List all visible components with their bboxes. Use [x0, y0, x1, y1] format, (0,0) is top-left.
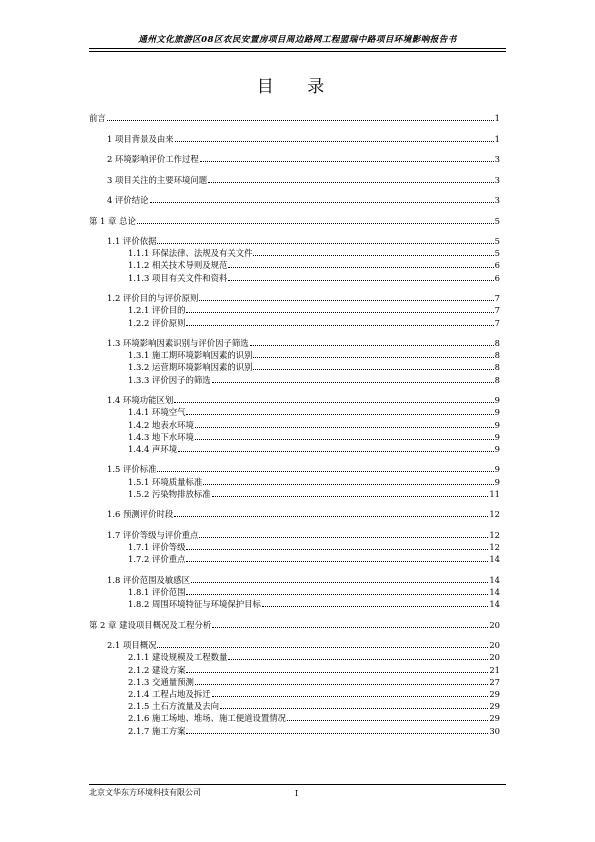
- toc-entry[interactable]: [128, 489, 500, 499]
- toc-entry-page: 14: [489, 554, 500, 565]
- toc-entry-page: 1: [494, 133, 500, 144]
- toc-entry[interactable]: [128, 350, 500, 360]
- toc-entry-text: 2.1.6 施工场地、堆场、施工便道设置情况: [128, 713, 286, 724]
- toc-entry[interactable]: [128, 260, 500, 270]
- toc-entry-text: 2.1.4 工程占地及拆迁: [128, 688, 211, 699]
- toc-entry-text: 1.7 评价等级与评价重点: [107, 529, 199, 540]
- toc-entry[interactable]: [128, 652, 500, 662]
- toc-entry-text: 1 项目背景及由来: [107, 133, 174, 144]
- toc-entry-text: 1.8 评价范围及敏感区: [107, 574, 190, 585]
- toc-entry[interactable]: [128, 477, 500, 487]
- toc-entry[interactable]: [89, 620, 500, 630]
- toc-entry-text: 1.3.2 运营期环境影响因素的识别: [128, 362, 253, 373]
- toc-entry-text: 前言: [89, 113, 106, 123]
- toc-entry-text: 1.2 评价目的与评价原则: [107, 293, 199, 304]
- header-rule-thick: [89, 48, 506, 49]
- toc-entry-text: 1.6 预测评价时段: [107, 509, 174, 520]
- toc-entry[interactable]: [128, 362, 500, 372]
- toc-entry-page: 8: [494, 338, 500, 348]
- toc-entry-page: 3: [494, 154, 500, 164]
- toc-dot-leader: [157, 647, 488, 648]
- toc-entry-page: 12: [489, 542, 500, 552]
- footer-page-number: I: [295, 789, 299, 798]
- toc-dot-leader: [195, 439, 494, 440]
- toc-entry[interactable]: [128, 599, 500, 609]
- toc-entry-page: 9: [494, 419, 500, 430]
- toc-entry[interactable]: [107, 195, 500, 205]
- toc-entry-text: 2.1.5 土石方流量及去向: [128, 701, 219, 712]
- toc-entry[interactable]: [128, 713, 500, 723]
- toc-entry-page: 7: [494, 305, 500, 316]
- toc-dot-leader: [212, 696, 489, 697]
- toc-entry-page: 5: [494, 248, 500, 259]
- toc-entry[interactable]: [128, 420, 500, 430]
- toc-dot-leader: [195, 427, 494, 428]
- toc-entry[interactable]: [107, 640, 500, 650]
- toc-entry-page: 9: [494, 476, 500, 487]
- toc-entry-text: 1.7.2 评价重点: [128, 554, 186, 565]
- toc-entry-page: 9: [494, 395, 500, 406]
- toc-dot-leader: [212, 496, 489, 497]
- toc-entry-text: 1.4.2 地表水环境: [128, 419, 194, 430]
- toc-entry-text: 2.1.7 施工方案: [128, 725, 186, 736]
- toc-dot-leader: [186, 549, 488, 550]
- toc-entry[interactable]: [107, 293, 500, 303]
- toc-entry-text: 1.4.4 声环境: [128, 443, 178, 454]
- toc-entry-page: 14: [489, 574, 500, 585]
- toc-entry-page: 20: [489, 652, 500, 663]
- toc-dot-leader: [107, 120, 494, 121]
- toc-entry-text: 1.3.3 评价因子的筛选: [128, 374, 211, 385]
- toc-dot-leader: [212, 382, 494, 383]
- toc-entry[interactable]: [107, 338, 500, 348]
- toc-dot-leader: [228, 267, 493, 268]
- header-rule-thin: [89, 51, 506, 52]
- toc-dot-leader: [212, 627, 488, 628]
- toc-dot-leader: [253, 357, 493, 358]
- toc-entry-text: 1.1 评价依据: [107, 236, 157, 246]
- toc-dot-leader: [287, 720, 488, 721]
- toc-entry-text: 1.3.1 施工期环境影响因素的识别: [128, 350, 253, 361]
- toc-entry-page: 29: [489, 688, 500, 699]
- toc-dot-leader: [191, 582, 488, 583]
- toc-dot-leader: [220, 708, 488, 709]
- toc-entry[interactable]: [128, 542, 500, 552]
- toc-entry-page: 6: [494, 272, 500, 283]
- toc-entry[interactable]: [107, 575, 500, 585]
- toc-entry-page: 3: [494, 174, 500, 185]
- toc-entry-page: 6: [494, 260, 500, 271]
- toc-entry-text: 2 环境影响评价工作过程: [107, 154, 199, 164]
- toc-entry-text: 3 项目关注的主要环境问题: [107, 174, 208, 185]
- toc-dot-leader: [253, 255, 493, 256]
- toc-dot-leader: [178, 451, 494, 452]
- toc-entry-page: 3: [494, 195, 500, 205]
- toc-entry[interactable]: [128, 318, 500, 328]
- footer-company: 北京文华东方环境科技有限公司: [89, 788, 201, 797]
- toc-entry-page: 20: [489, 619, 500, 630]
- toc-entry-page: 8: [494, 374, 500, 385]
- toc-dot-leader: [186, 561, 488, 562]
- toc-dot-leader: [137, 223, 494, 224]
- toc-entry-page: 7: [494, 317, 500, 328]
- toc-entry-text: 1.5.2 污染物排放标准: [128, 488, 211, 499]
- toc-entry-text: 1.4.1 环境空气: [128, 407, 186, 418]
- toc-entry[interactable]: [128, 248, 500, 258]
- toc-entry-page: 14: [489, 599, 500, 610]
- toc-dot-leader: [208, 182, 494, 183]
- toc-dot-leader: [199, 300, 493, 301]
- toc-entry[interactable]: [107, 509, 500, 519]
- toc-dot-leader: [200, 161, 494, 162]
- toc-entry[interactable]: [128, 689, 500, 699]
- toc-entry-text: 第 2 章 建设项目概况及工程分析: [89, 619, 212, 630]
- toc-entry-text: 4 评价结论: [107, 195, 149, 205]
- toc-dot-leader: [262, 606, 488, 607]
- toc-entry-text: 1.2.2 评价原则: [128, 317, 186, 328]
- toc-entry-text: 1.4.3 地下水环境: [128, 431, 194, 442]
- toc-entry-page: 12: [489, 509, 500, 520]
- toc-dot-leader: [157, 471, 493, 472]
- toc-entry-text: 第 1 章 总论: [89, 215, 136, 226]
- toc-dot-leader: [186, 672, 488, 673]
- toc-dot-leader: [228, 280, 493, 281]
- toc-entry-page: 9: [494, 431, 500, 442]
- toc-entry[interactable]: [128, 726, 500, 736]
- toc-entry-text: 1.3 环境影响因素识别与评价因子筛选: [107, 338, 249, 348]
- running-header-title: 通州文化旅游区08区农民安置房项目周边路网工程盟瑞中路项目环境影响报告书: [138, 35, 457, 45]
- toc-entry[interactable]: [128, 665, 500, 675]
- toc-dot-leader: [228, 659, 488, 660]
- toc-dot-leader: [186, 312, 493, 313]
- toc-entry[interactable]: [107, 464, 500, 474]
- toc-entry-text: 1.2.1 评价目的: [128, 305, 186, 316]
- toc-entry-page: 29: [489, 713, 500, 724]
- toc-heading: 目 录: [256, 77, 339, 97]
- toc-entry-text: 1.5.1 环境质量标准: [128, 476, 203, 487]
- toc-dot-leader: [199, 537, 488, 538]
- toc-entry-page: 30: [489, 725, 500, 736]
- toc-entry-text: 1.4 环境功能区划: [107, 395, 174, 406]
- toc-dot-leader: [174, 516, 488, 517]
- toc-entry-text: 1.8.1 评价范围: [128, 586, 186, 597]
- toc-dot-leader: [157, 243, 493, 244]
- toc-entry[interactable]: [128, 375, 500, 385]
- toc-entry-page: 14: [489, 586, 500, 597]
- toc-entry-page: 5: [494, 236, 500, 246]
- toc-entry[interactable]: [107, 236, 500, 246]
- toc-entry[interactable]: [107, 154, 500, 164]
- toc-entry-page: 12: [489, 529, 500, 540]
- toc-entry[interactable]: [128, 701, 500, 711]
- toc-entry[interactable]: [107, 530, 500, 540]
- toc-entry-page: 1: [494, 113, 500, 123]
- toc-entry-page: 29: [489, 701, 500, 712]
- toc-entry-text: 2.1.3 交通量预测: [128, 676, 194, 687]
- toc-entry-text: 1.7.1 评价等级: [128, 542, 186, 552]
- toc-entry-text: 1.8.2 周围环境特征与环境保护目标: [128, 599, 261, 610]
- toc-entry[interactable]: [89, 113, 500, 123]
- toc-entry-page: 9: [494, 407, 500, 418]
- toc-entry[interactable]: [128, 273, 500, 283]
- toc-dot-leader: [250, 345, 494, 346]
- toc-entry-text: 1.1.2 相关技术导则及规范: [128, 260, 228, 271]
- toc-entry-page: 20: [489, 640, 500, 651]
- toc-dot-leader: [186, 414, 493, 415]
- toc-entry-text: 1.1.1 环保法律、法规及有关文件: [128, 248, 253, 259]
- toc-entry-page: 27: [489, 676, 500, 687]
- toc-entry[interactable]: [128, 587, 500, 597]
- toc-entry[interactable]: [128, 677, 500, 687]
- toc-entry-text: 2.1.1 建设规模及工程数量: [128, 652, 228, 663]
- toc-dot-leader: [195, 684, 488, 685]
- toc-entry[interactable]: [128, 407, 500, 417]
- toc-entry[interactable]: [107, 175, 500, 185]
- toc-entry-page: 21: [489, 664, 500, 675]
- toc-dot-leader: [253, 369, 493, 370]
- toc-dot-leader: [186, 733, 488, 734]
- toc-entry-text: 2.1.2 建设方案: [128, 664, 186, 675]
- toc-entry-text: 1.1.3 项目有关文件和资料: [128, 272, 228, 283]
- toc-entry-text: 2.1 项目概况: [107, 640, 157, 651]
- toc-entry[interactable]: [128, 432, 500, 442]
- toc-dot-leader: [186, 594, 488, 595]
- toc-entry-page: 9: [494, 443, 500, 454]
- toc-entry-page: 5: [494, 215, 500, 226]
- toc-entry-page: 11: [489, 488, 500, 499]
- toc-entry[interactable]: [107, 395, 500, 405]
- footer-rule: [89, 784, 506, 785]
- toc-entry[interactable]: [128, 554, 500, 564]
- toc-entry[interactable]: [128, 305, 500, 315]
- toc-dot-leader: [203, 484, 493, 485]
- toc-entry-page: 8: [494, 362, 500, 373]
- toc-entry-page: 9: [494, 464, 500, 475]
- toc-dot-leader: [175, 141, 494, 142]
- toc-dot-leader: [186, 325, 493, 326]
- toc-dot-leader: [150, 202, 494, 203]
- toc-entry-page: 8: [494, 350, 500, 361]
- toc-entry[interactable]: [89, 216, 500, 226]
- toc-entry-page: 7: [494, 293, 500, 304]
- toc-entry[interactable]: [128, 444, 500, 454]
- toc-entry[interactable]: [107, 134, 500, 144]
- toc-dot-leader: [174, 402, 493, 403]
- toc-entry-text: 1.5 评价标准: [107, 464, 157, 475]
